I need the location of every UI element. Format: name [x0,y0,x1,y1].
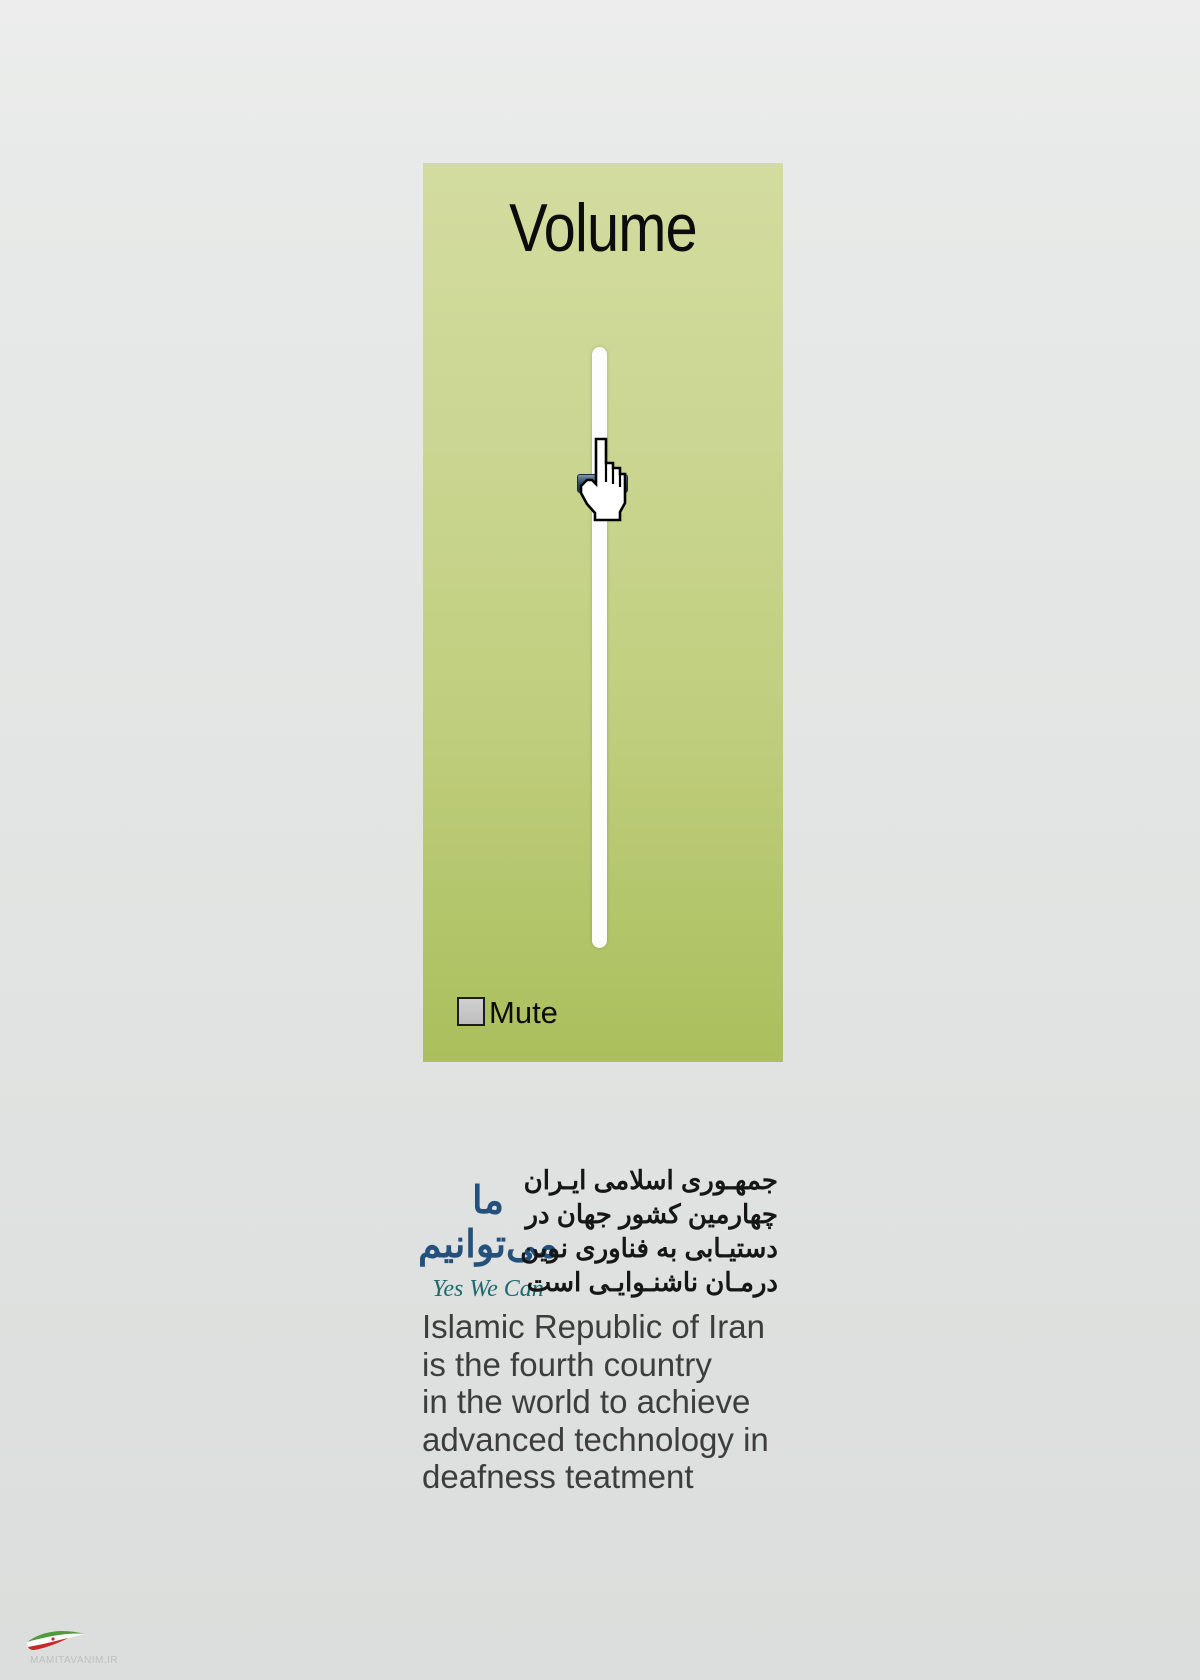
persian-caption [423,1163,778,1299]
logo-subtitle: Yes We Can [432,1276,544,1302]
english-line: in the world to achieve [422,1383,751,1420]
persian-line: چهارمین کشور جهان در [525,1199,778,1229]
mute-checkbox[interactable] [457,997,485,1026]
hand-cursor-icon [579,437,627,523]
english-line: advanced technology in [422,1420,769,1458]
english-line: is the fourth country [422,1345,712,1383]
persian-line: درمـان ناشنـوایـی است [526,1267,778,1297]
english-caption [422,1308,842,1496]
persian-line: دستیـابی به فناوری نوین [520,1233,778,1263]
mute-label[interactable]: Mute [489,995,558,1030]
english-line: deafness teatment [422,1458,694,1495]
iran-flag-icon [26,1628,88,1654]
watermark-text: MAMITAVANIM.IR [30,1655,119,1666]
english-line: Islamic Republic of Iran [422,1308,765,1345]
persian-line: جمهـوری اسلامی ایـران [523,1165,778,1195]
panel-title: Volume [509,190,697,266]
we-can-logo: ما می‌توانیم [417,1180,559,1266]
watermark [26,1628,146,1666]
